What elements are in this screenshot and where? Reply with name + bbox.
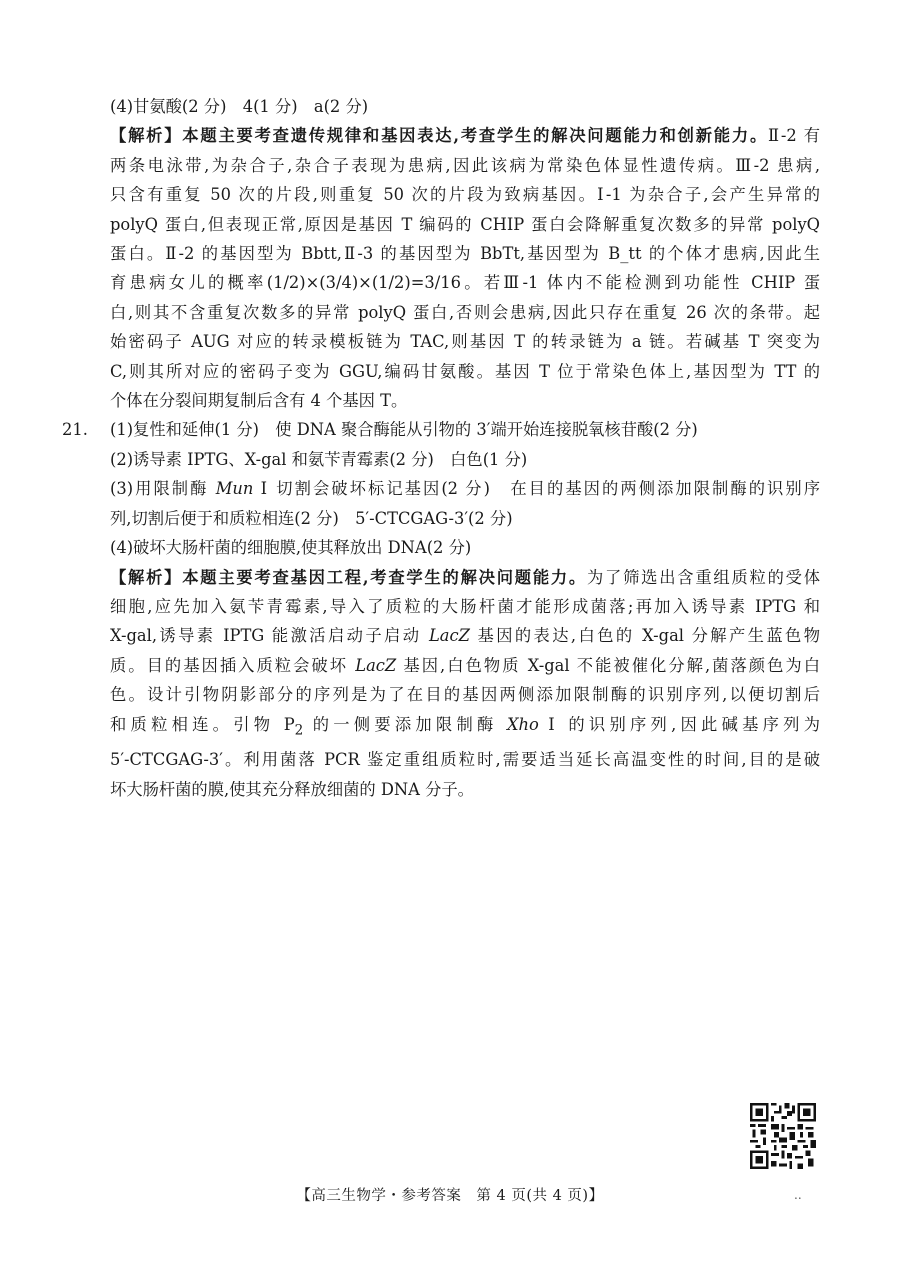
q21-analysis-line: 质。目的基因插入质粒会破坏 LacZ 基因,白色物质 X-gal 不能被催化分解,菌落颜色为白 <box>110 655 820 675</box>
analysis-focus: 本题主要考查遗传规律和基因表达,考查学生的解决问题能力和创新能力。 <box>182 126 769 146</box>
enzyme-name: Xho <box>506 714 539 734</box>
q21-analysis-line: 细胞,应先加入氨苄青霉素,导入了质粒的大肠杆菌才能形成菌落;再加入诱导素 IPTG 和 <box>110 596 820 616</box>
q21-analysis-line: 色。设计引物阴影部分的序列是为了在目的基因两侧添加限制酶的识别序列,以便切割后 <box>110 685 820 705</box>
q21-answer-3: (3)用限制酶 Mun Ⅰ 切割会破坏标记基因(2 分) 在目的基因的两侧添加限制酶的识别序 <box>110 479 820 499</box>
q21-analysis <box>84 563 820 805</box>
footer-dots: .. <box>794 1188 802 1202</box>
q21-analysis-line: 5′-CTCGAG-3′。利用菌落 PCR 鉴定重组质粒时,需要适当延长高温变性的时间,目的是破 <box>110 750 820 770</box>
enzyme-name: Mun <box>215 479 254 499</box>
gene-name: LacZ <box>428 626 470 646</box>
analysis-tag: 【解析】 <box>110 126 183 146</box>
q21-answer-3-cont: 列,切割后便于和质粒相连(2 分) 5′-CTCGAG-3′(2 分) <box>110 508 513 528</box>
q20-analysis-line: 只含有重复 50 次的片段,则重复 50 次的片段为致病基因。Ⅰ-1 为杂合子,会产生异常的 <box>110 185 820 205</box>
qr-code <box>750 1103 816 1169</box>
q20-analysis-line: 蛋白。Ⅱ-2 的基因型为 Bbtt,Ⅱ-3 的基因型为 BbTt,基因型为 B_tt 的个体才患病,因此生 <box>110 244 820 264</box>
q21-analysis-line: X-gal,诱导素 IPTG 能激活启动子启动 LacZ 基因的表达,白色的 X-gal 分解产生蓝色物 <box>110 626 820 646</box>
q20-answer-4: (4)甘氨酸(2 分) 4(1 分) a(2 分) <box>110 97 369 116</box>
question-number: 21. <box>62 420 88 440</box>
q20-analysis-line: 白,则其不含重复次数多的异常 polyQ 蛋白,否则会患病,因此只存在重复 26 次的条带。起 <box>110 302 820 322</box>
q20-analysis-line: 个体在分裂间期复制后含有 4 个基因 T。 <box>110 391 408 411</box>
q20-analysis <box>84 121 820 415</box>
q21-answer-4: (4)破坏大肠杆菌的细胞膜,使其释放出 DNA(2 分) <box>110 538 472 558</box>
page-footer: 【高三生物学・参考答案 第 4 页(共 4 页)】 <box>296 1188 604 1204</box>
q20-analysis-line: 始密码子 AUG 对应的转录模板链为 TAC,则基因 T 的转录链为 a 链。若碱基 T 突变为 <box>110 332 820 352</box>
q21-answer-2: (2)诱导素 IPTG、X-gal 和氨苄青霉素(2 分) 白色(1 分) <box>110 449 528 469</box>
primer-subscript: 2 <box>294 721 304 738</box>
gene-name: LacZ <box>355 655 397 675</box>
analysis-tag: 【解析】 <box>110 567 183 587</box>
q20-analysis-line: polyQ 蛋白,但表现正常,原因是基因 T 编码的 CHIP 蛋白会降解重复次数多的异常 polyQ <box>110 214 820 234</box>
q20-analysis-line: 育患病女儿的概率(1/2)×(3/4)×(1/2)=3/16。若Ⅲ-1 体内不能检测到功能性 CHIP 蛋 <box>110 273 820 293</box>
q20-analysis-line-1: 【解析】本题主要考查遗传规律和基因表达,考查学生的解决问题能力和创新能力。Ⅱ-2 有 <box>110 126 820 146</box>
q21-analysis-line: 和质粒相连。引物 $P_2$ 的一侧要添加限制酶 Xho Ⅰ 的识别序列,因此碱基序列为 <box>110 714 820 738</box>
analysis-focus: 本题主要考查基因工程,考查学生的解决问题能力。 <box>182 567 587 587</box>
q21-answers <box>62 415 820 562</box>
q21-answer-1: (1)复性和延伸(1 分) 使 DNA 聚合酶能从引物的 3′端开始连接脱氧核苷酸(2 分) <box>110 420 698 440</box>
q20-analysis-line: 两条电泳带,为杂合子,杂合子表现为患病,因此该病为常染色体显性遗传病。Ⅲ-2 患病, <box>110 155 820 175</box>
q21-analysis-line-1: 【解析】本题主要考查基因工程,考查学生的解决问题能力。为了筛选出含重组质粒的受体 <box>110 567 820 587</box>
answer-content <box>62 92 820 804</box>
q20-analysis-line: C,则其所对应的密码子变为 GGU,编码甘氨酸。基因 T 位于常染色体上,基因型为 TT 的 <box>110 361 820 381</box>
q21-analysis-line: 坏大肠杆菌的膜,使其充分释放细菌的 DNA 分子。 <box>110 779 474 799</box>
